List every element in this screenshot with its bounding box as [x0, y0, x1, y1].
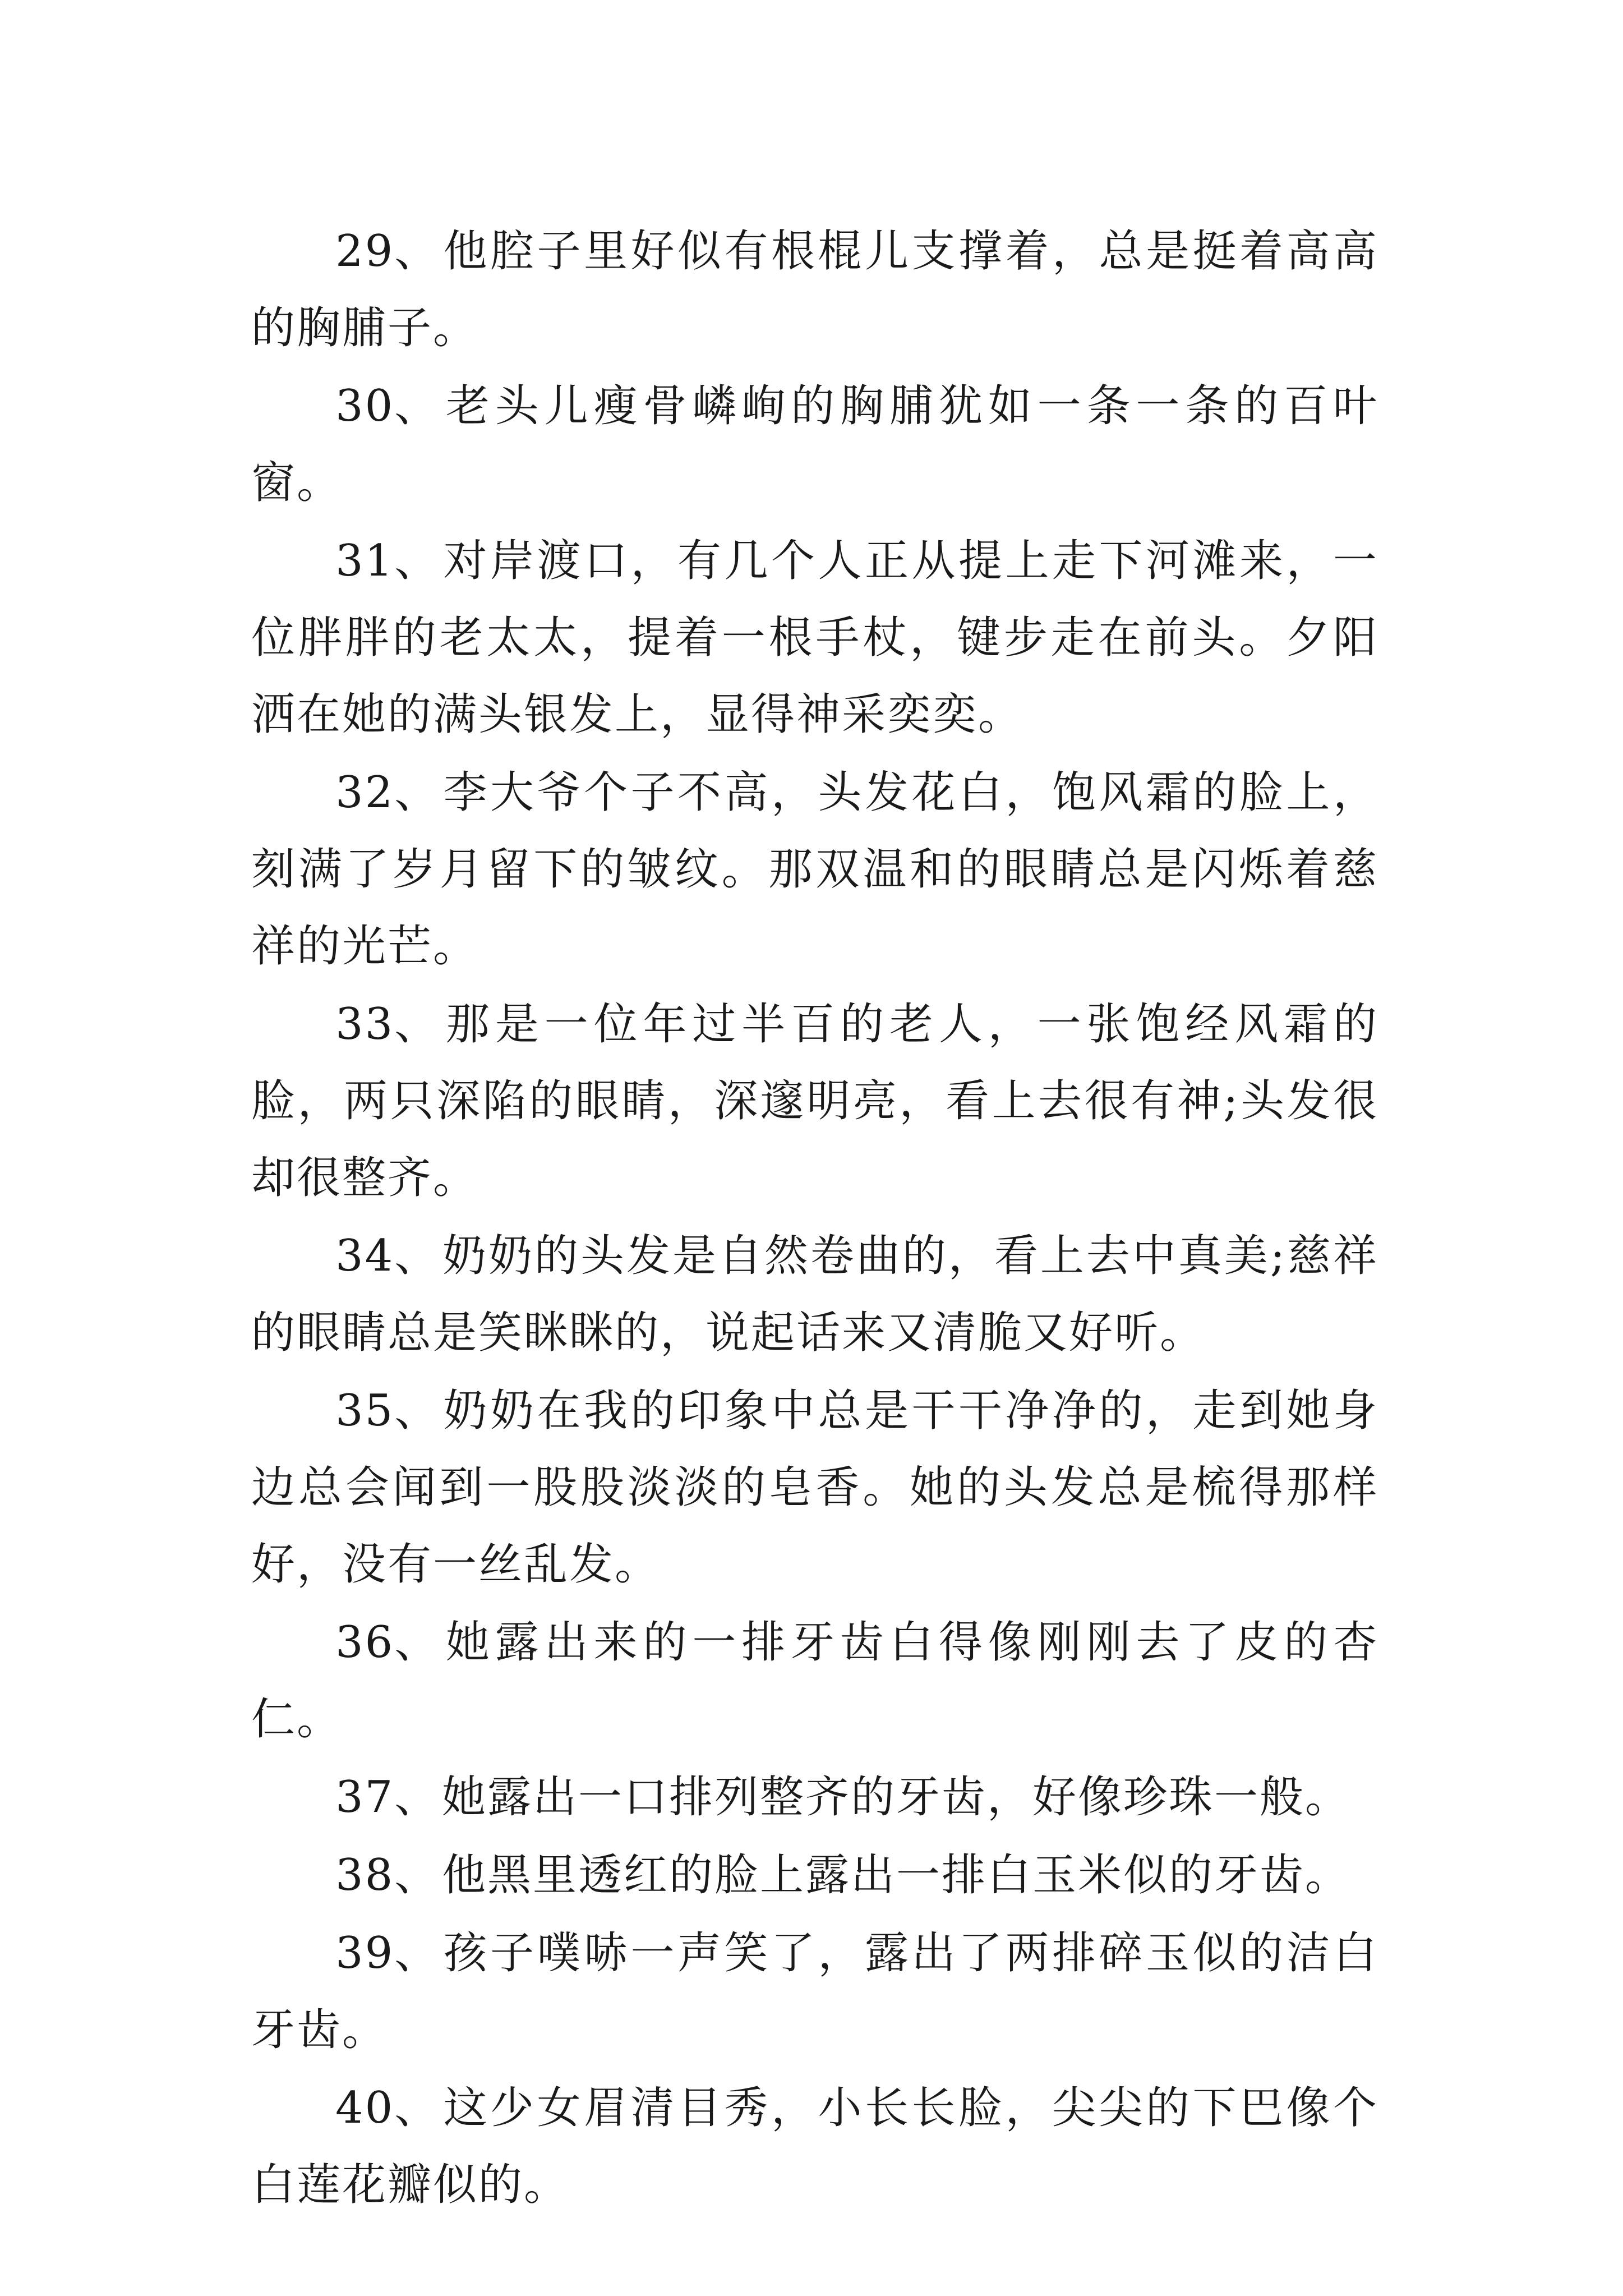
item-text: 孩子噗哧一声笑了，露出了两排碎玉似的洁白牙齿。 [251, 1928, 1378, 2055]
item-number: 39、 [335, 1928, 440, 1978]
list-item [251, 1759, 1378, 1837]
list-item [251, 368, 1378, 523]
item-number: 35、 [335, 1386, 440, 1436]
item-text: 她露出一口排列整齐的牙齿，好像珍珠一般。 [442, 1772, 1351, 1823]
document-body [251, 213, 1378, 2225]
item-text: 奶奶在我的印象中总是干干净净的，走到她身边总会闻到一股股淡淡的皂香。她的头发总是梳得那样好，没有一丝乱发。 [251, 1386, 1378, 1590]
list-item [251, 1218, 1378, 1373]
item-text: 老头儿瘦骨嶙峋的胸脯犹如一条一条的百叶窗。 [251, 381, 1378, 508]
item-number: 31、 [335, 536, 440, 586]
list-item [251, 523, 1378, 754]
item-number: 37、 [335, 1772, 440, 1823]
item-text: 她露出来的一排牙齿白得像刚刚去了皮的杏仁。 [251, 1617, 1378, 1745]
item-number: 40、 [335, 2083, 440, 2133]
list-item [251, 213, 1378, 368]
item-text: 那是一位年过半百的老人，一张饱经风霜的脸，两只深陷的眼睛，深邃明亮，看上去很有神;头发很却很整齐。 [251, 999, 1378, 1203]
item-text: 对岸渡口，有几个人正从提上走下河滩来，一位胖胖的老太太，提着一根手杖，键步走在前头。夕阳洒在她的满头银发上，显得神采奕奕。 [251, 536, 1378, 740]
list-item [251, 2070, 1378, 2225]
list-item [251, 986, 1378, 1218]
item-text: 奶奶的头发是自然卷曲的，看上去中真美;慈祥的眼睛总是笑眯眯的，说起话来又清脆又好听。 [251, 1231, 1378, 1358]
item-number: 29、 [335, 226, 440, 277]
list-item [251, 1915, 1378, 2070]
item-number: 33、 [335, 999, 440, 1050]
list-item [251, 1837, 1378, 1915]
item-number: 34、 [335, 1231, 440, 1281]
item-text: 这少女眉清目秀，小长长脸，尖尖的下巴像个白莲花瓣似的。 [251, 2083, 1378, 2210]
item-number: 32、 [335, 767, 440, 818]
item-number: 38、 [335, 1850, 440, 1901]
item-number: 36、 [335, 1617, 440, 1668]
list-item [251, 1604, 1378, 1759]
item-text: 他腔子里好似有根棍儿支撑着，总是挺着高高的胸脯子。 [251, 226, 1378, 353]
list-item [251, 754, 1378, 986]
item-text: 李大爷个子不高，头发花白，饱风霜的脸上，刻满了岁月留下的皱纹。那双温和的眼睛总是闪烁着慈祥的光芒。 [251, 767, 1378, 972]
list-item [251, 1373, 1378, 1604]
item-number: 30、 [335, 381, 440, 431]
item-text: 他黑里透红的脸上露出一排白玉米似的牙齿。 [442, 1850, 1351, 1901]
